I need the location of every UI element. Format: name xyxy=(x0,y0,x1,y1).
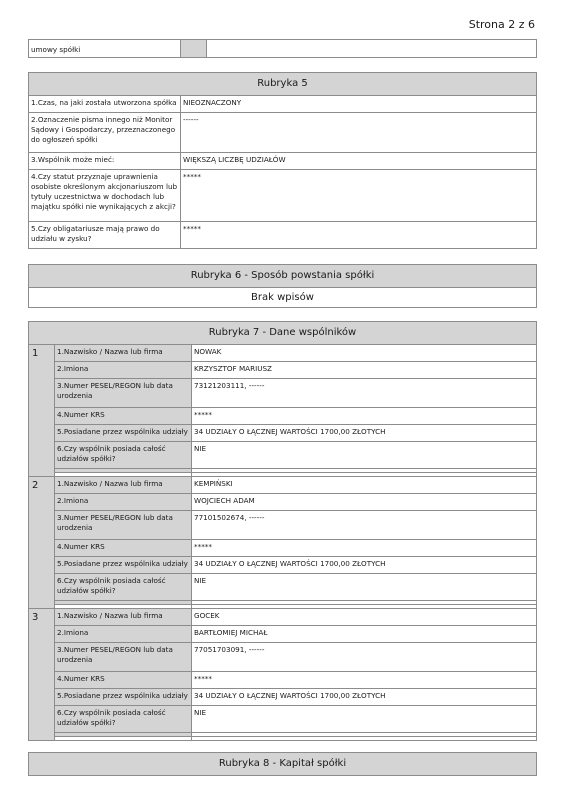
partner-nazwisko: KEMPIŃSKI xyxy=(192,477,537,494)
partner-label-pesel: 3.Numer PESEL/REGON lub data urodzenia xyxy=(55,511,192,540)
r5-value-3: WIĘKSZĄ LICZBĘ UDZIAŁÓW xyxy=(181,153,537,170)
partner-spacer xyxy=(55,737,192,741)
partner-label-calosc: 6.Czy wspólnik posiada całość udziałów spółki? xyxy=(55,574,192,601)
partner-label-imiona: 2.Imiona xyxy=(55,494,192,511)
partner-number: 1 xyxy=(29,345,55,477)
partner-number: 3 xyxy=(29,609,55,741)
rubryka-7-title: Rubryka 7 - Dane wspólników xyxy=(29,322,537,345)
r5-value-5: ***** xyxy=(181,222,537,249)
partner-label-krs: 4.Numer KRS xyxy=(55,408,192,425)
r5-label-2: 2.Oznaczenie pisma innego niż Monitor Sądowy i Gospodarczy, przeznaczonego do ogłoszeń spółki xyxy=(29,113,181,153)
partner-imiona: KRZYSZTOF MARIUSZ xyxy=(192,362,537,379)
partner-label-calosc: 6.Czy wspólnik posiada całość udziałów spółki? xyxy=(55,706,192,733)
r5-value-4: ***** xyxy=(181,170,537,222)
r5-label-3: 3.Wspólnik może mieć: xyxy=(29,153,181,170)
partner-calosc: NIE xyxy=(192,574,537,601)
partner-imiona: BARTŁOMIEJ MICHAŁ xyxy=(192,626,537,643)
partner-label-nazwisko: 1.Nazwisko / Nazwa lub firma xyxy=(55,477,192,494)
partner-label-nazwisko: 1.Nazwisko / Nazwa lub firma xyxy=(55,345,192,362)
top-row-value xyxy=(207,40,537,58)
r5-label-4: 4.Czy statut przyznaje uprawnienia osobiste określonym akcjonariuszom lub tytuły uczestnictwa w dochodach lub majątku spółki nie wynikających z akcji? xyxy=(29,170,181,222)
partner-udzialy: 34 UDZIAŁY O ŁĄCZNEJ WARTOŚCI 1700,00 ZŁOTYCH xyxy=(192,689,537,706)
partner-pesel: 77101502674, ------ xyxy=(192,511,537,540)
rubryka-6-empty: Brak wpisów xyxy=(29,288,537,308)
top-row-label: umowy spółki xyxy=(29,40,181,58)
top-row-filler xyxy=(181,40,207,58)
partner-krs: ***** xyxy=(192,408,537,425)
partner-imiona: WOJCIECH ADAM xyxy=(192,494,537,511)
partner-pesel: 73121203111, ------ xyxy=(192,379,537,408)
partner-label-pesel: 3.Numer PESEL/REGON lub data urodzenia xyxy=(55,643,192,672)
partner-nazwisko: GOCEK xyxy=(192,609,537,626)
partner-nazwisko: NOWAK xyxy=(192,345,537,362)
partner-label-udzialy: 5.Posiadane przez wspólnika udziały xyxy=(55,689,192,706)
partner-label-calosc: 6.Czy wspólnik posiada całość udziałów spółki? xyxy=(55,442,192,469)
rubryka-7-section xyxy=(28,321,537,741)
partner-spacer xyxy=(192,737,537,741)
partner-label-udzialy: 5.Posiadane przez wspólnika udziały xyxy=(55,557,192,574)
partner-calosc: NIE xyxy=(192,706,537,733)
partner-label-imiona: 2.Imiona xyxy=(55,362,192,379)
r5-value-2: ------ xyxy=(181,113,537,153)
r5-label-1: 1.Czas, na jaki została utworzona spółka xyxy=(29,96,181,113)
partner-label-nazwisko: 1.Nazwisko / Nazwa lub firma xyxy=(55,609,192,626)
partner-pesel: 77051703091, ------ xyxy=(192,643,537,672)
r5-value-1: NIEOZNACZONY xyxy=(181,96,537,113)
partner-label-imiona: 2.Imiona xyxy=(55,626,192,643)
rubryka-8-section xyxy=(28,752,537,776)
top-remnant-table xyxy=(28,39,537,58)
partner-label-krs: 4.Numer KRS xyxy=(55,540,192,557)
partner-label-krs: 4.Numer KRS xyxy=(55,672,192,689)
page-number: Strona 2 z 6 xyxy=(468,18,535,31)
partner-label-udzialy: 5.Posiadane przez wspólnika udziały xyxy=(55,425,192,442)
partner-udzialy: 34 UDZIAŁY O ŁĄCZNEJ WARTOŚCI 1700,00 ZŁOTYCH xyxy=(192,425,537,442)
r5-label-5: 5.Czy obligatariusze mają prawo do udziału w zysku? xyxy=(29,222,181,249)
partner-number: 2 xyxy=(29,477,55,609)
rubryka-8-title: Rubryka 8 - Kapitał spółki xyxy=(29,753,537,776)
partner-calosc: NIE xyxy=(192,442,537,469)
partner-krs: ***** xyxy=(192,540,537,557)
partner-udzialy: 34 UDZIAŁY O ŁĄCZNEJ WARTOŚCI 1700,00 ZŁOTYCH xyxy=(192,557,537,574)
partner-krs: ***** xyxy=(192,672,537,689)
rubryka-5-section xyxy=(28,72,537,249)
rubryka-5-title: Rubryka 5 xyxy=(29,73,537,96)
partner-label-pesel: 3.Numer PESEL/REGON lub data urodzenia xyxy=(55,379,192,408)
rubryka-6-section xyxy=(28,264,537,308)
rubryka-6-title: Rubryka 6 - Sposób powstania spółki xyxy=(29,265,537,288)
